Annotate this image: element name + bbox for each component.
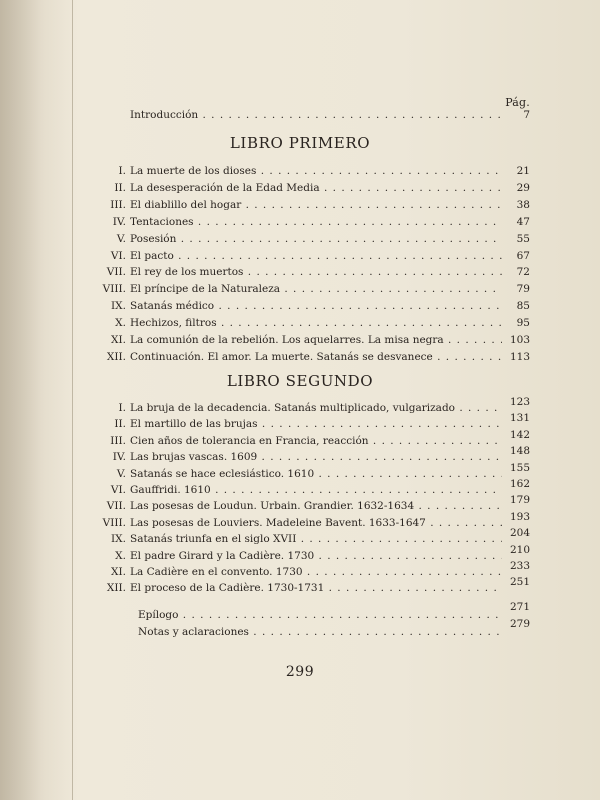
toc-row-introduccion bbox=[0, 107, 600, 123]
chapter-number: V. bbox=[116, 232, 126, 245]
toc-row bbox=[0, 248, 600, 264]
toc-entry-page: 7 bbox=[523, 109, 530, 121]
chapter-page-number: 210 bbox=[509, 543, 530, 556]
chapter-number: IX. bbox=[111, 533, 126, 546]
chapter-page-number: 72 bbox=[516, 266, 530, 279]
chapter-page-number: 29 bbox=[516, 181, 530, 194]
chapter-page-number: 193 bbox=[509, 510, 530, 523]
toc-row bbox=[0, 180, 600, 196]
toc-row bbox=[0, 332, 600, 348]
toc-row bbox=[0, 349, 600, 365]
chapter-title: La muerte de los dioses bbox=[130, 165, 257, 177]
chapter-page-number: 67 bbox=[516, 249, 530, 262]
chapter-number: VIII. bbox=[102, 283, 126, 296]
chapter-page-number: 162 bbox=[509, 478, 530, 490]
chapter-number: II. bbox=[114, 181, 126, 194]
chapter-page-number: 142 bbox=[509, 428, 530, 441]
chapter-number: IV. bbox=[112, 215, 126, 228]
chapter-number: VI. bbox=[110, 249, 126, 262]
chapter-title: Epílogo bbox=[138, 608, 179, 621]
chapter-page-number: 279 bbox=[509, 617, 530, 630]
chapter-page-number: 21 bbox=[516, 165, 530, 177]
chapter-number: X. bbox=[115, 549, 126, 562]
chapter-page-number: 103 bbox=[509, 334, 530, 346]
toc-row bbox=[0, 281, 600, 297]
page-column-label: Pág. bbox=[505, 96, 530, 109]
chapter-title: El príncipe de la Naturaleza bbox=[130, 283, 281, 296]
toc-row bbox=[0, 298, 600, 314]
chapter-title: La comunión de la rebelión. Los aquelarres. La misa negra bbox=[130, 334, 444, 346]
chapter-page-number: 113 bbox=[509, 350, 530, 363]
chapter-title: El martillo de las brujas bbox=[130, 418, 258, 431]
chapter-number: I. bbox=[118, 402, 126, 414]
chapter-page-number: 123 bbox=[509, 396, 530, 408]
toc-entry-title: Introducción bbox=[130, 109, 199, 121]
chapter-number: VI. bbox=[110, 484, 126, 496]
chapter-number: V. bbox=[116, 467, 126, 480]
chapter-page-number: 55 bbox=[516, 232, 530, 245]
chapter-page-number: 233 bbox=[509, 560, 530, 572]
chapter-number: II. bbox=[114, 418, 126, 431]
toc-row bbox=[0, 576, 600, 596]
page-folio-number: 299 bbox=[285, 664, 315, 680]
chapter-page-number: 131 bbox=[509, 412, 530, 425]
chapter-page-number: 179 bbox=[509, 494, 530, 507]
chapter-number: III. bbox=[110, 198, 126, 211]
chapter-page-number: 271 bbox=[509, 600, 530, 613]
toc-row bbox=[0, 617, 600, 640]
chapter-title: Satanás se hace eclesiástico. 1610 bbox=[130, 467, 315, 480]
chapter-page-number: 204 bbox=[509, 527, 530, 540]
chapter-number: VII. bbox=[106, 500, 126, 513]
chapter-page-number: 251 bbox=[509, 576, 530, 589]
chapter-number: XII. bbox=[106, 350, 126, 363]
chapter-page-number: 47 bbox=[516, 215, 530, 228]
chapter-page-number: 155 bbox=[509, 461, 530, 474]
chapter-number: III. bbox=[110, 434, 126, 447]
toc-row bbox=[0, 214, 600, 230]
chapter-title: Posesión bbox=[130, 232, 177, 245]
chapter-number: VII. bbox=[106, 266, 126, 279]
chapter-title: Satanás médico bbox=[130, 300, 215, 313]
toc-row bbox=[0, 163, 600, 179]
toc-row bbox=[0, 264, 600, 280]
book-two-heading: LIBRO SEGUNDO bbox=[226, 372, 374, 390]
chapter-number: IX. bbox=[111, 300, 126, 313]
chapter-page-number: 95 bbox=[516, 317, 530, 330]
chapter-page-number: 38 bbox=[516, 198, 530, 211]
chapter-number: I. bbox=[118, 165, 126, 177]
chapter-title: Las posesas de Louviers. Madeleine Bavent. 1633-1647 bbox=[130, 516, 426, 529]
toc-row bbox=[0, 315, 600, 331]
chapter-number: XII. bbox=[106, 582, 126, 595]
chapter-title: El diablillo del hogar bbox=[130, 198, 242, 211]
chapter-title: Tentaciones bbox=[130, 215, 194, 228]
book-one-heading: LIBRO PRIMERO bbox=[229, 134, 371, 152]
chapter-page-number: 148 bbox=[509, 445, 530, 458]
chapter-title: Notas y aclaraciones bbox=[138, 625, 249, 638]
chapter-page-number: 79 bbox=[516, 283, 530, 296]
chapter-title: Cien años de tolerancia en Francia, reacción bbox=[130, 434, 369, 447]
chapter-title: Las brujas vascas. 1609 bbox=[130, 451, 258, 464]
chapter-title: El rey de los muertos bbox=[130, 266, 244, 279]
chapter-title: Gauffridi. 1610 bbox=[130, 484, 211, 496]
chapter-number: X. bbox=[115, 317, 126, 330]
toc-row bbox=[0, 197, 600, 213]
chapter-title: La Cadière en el convento. 1730 bbox=[130, 566, 303, 578]
chapter-number: IV. bbox=[112, 451, 126, 464]
chapter-title: La bruja de la decadencia. Satanás multiplicado, vulgarizado bbox=[130, 402, 455, 414]
chapter-number: VIII. bbox=[102, 516, 126, 529]
toc-row bbox=[0, 231, 600, 247]
chapter-number: XI. bbox=[111, 566, 126, 578]
chapter-title: Las posesas de Loudun. Urbain. Grandier. 1632-1634 bbox=[130, 500, 415, 513]
chapter-page-number: 85 bbox=[516, 300, 530, 313]
chapter-title: El padre Girard y la Cadière. 1730 bbox=[130, 549, 315, 562]
chapter-title: Continuación. El amor. La muerte. Satanás se desvanece bbox=[130, 350, 433, 363]
chapter-title: Satanás triunfa en el siglo XVII bbox=[130, 533, 297, 546]
chapter-title: El proceso de la Cadière. 1730-1731 bbox=[130, 582, 325, 595]
chapter-number: XI. bbox=[111, 334, 126, 346]
chapter-title: La desesperación de la Edad Media bbox=[130, 181, 320, 194]
chapter-title: Hechizos, filtros bbox=[130, 317, 217, 330]
chapter-title: El pacto bbox=[130, 249, 174, 262]
